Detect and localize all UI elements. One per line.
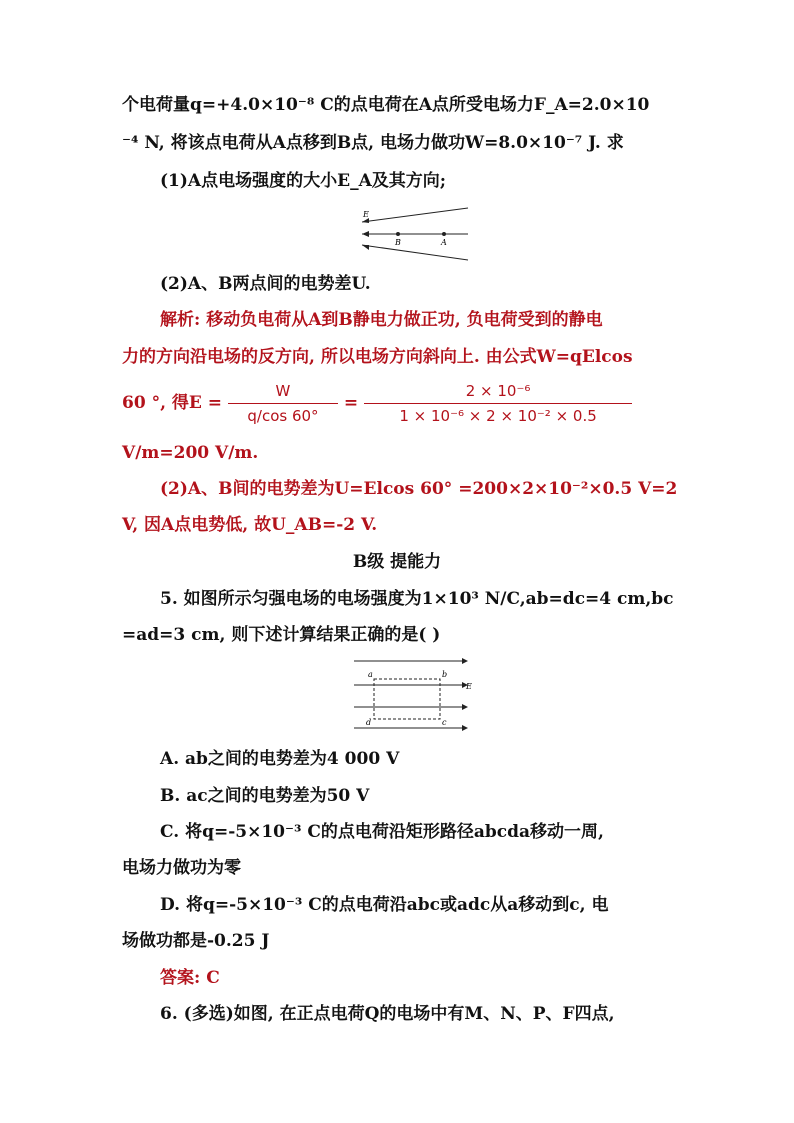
fraction-2-denominator: 1 × 10⁻⁶ × 2 × 10⁻² × 0.5	[399, 407, 597, 425]
analysis-line-5: (2)A、B间的电势差为U=Elcos 60° =200×2×10⁻²×0.5 V=2	[160, 479, 678, 499]
analysis-text-1: : 移动负电荷从A到B静电力做正功, 负电荷受到的静电	[194, 310, 603, 330]
label-c: c	[442, 718, 447, 727]
q5-line-1: 5. 如图所示匀强电场的电场强度为1×10³ N/C,ab=dc=4 cm,bc	[160, 589, 674, 609]
field-diagram-2	[352, 655, 476, 733]
problem-text-line-1: 个电荷量q=+4.0×10⁻⁸ C的点电荷在A点所受电场力F_A=2.0×10	[122, 95, 650, 115]
answer-line	[160, 965, 680, 991]
fraction-1-numerator: W	[228, 381, 338, 404]
analysis-line-2: 力的方向沿电场的反方向, 所以电场方向斜向上. 由公式W=qElcos	[122, 347, 633, 367]
option-c-cont: 电场力做功为零	[122, 858, 241, 878]
option-b: B. ac之间的电势差为50 V	[160, 786, 370, 806]
analysis-line-4: V/m=200 V/m.	[122, 443, 259, 463]
problem-text-line-2: ⁻⁴ N, 将该点电荷从A点移到B点, 电场力做功W=8.0×10⁻⁷ J. 求	[122, 133, 624, 153]
analysis-label: 解析	[160, 310, 194, 330]
option-c: C. 将q=-5×10⁻³ C的点电荷沿矩形路径abcda移动一周,	[160, 822, 604, 842]
answer-label: 答案	[160, 968, 194, 988]
question-2: (2)A、B两点间的电势差U.	[160, 274, 371, 294]
fraction-2	[364, 381, 632, 426]
label-b: b	[442, 670, 448, 679]
formula-prefix: 60 °, 得E =	[122, 393, 223, 413]
q6-line-1: 6. (多选)如图, 在正点电荷Q的电场中有M、N、P、F四点,	[160, 1004, 615, 1024]
label-a: A	[441, 238, 447, 247]
section-heading: B级 提能力	[352, 552, 442, 572]
label-b: B	[395, 238, 401, 247]
fraction-1-denominator: q/cos 60°	[247, 407, 319, 425]
option-d-cont: 场做功都是-0.25 J	[122, 931, 270, 951]
analysis-line-1	[160, 307, 680, 333]
formula-equals: =	[343, 393, 359, 413]
analysis-line-6: V, 因A点电势低, 故U_AB=-2 V.	[122, 515, 378, 535]
option-a: A. ab之间的电势差为4 000 V	[160, 749, 400, 769]
field-diagram-1	[360, 203, 472, 265]
q5-line-2: =ad=3 cm, 则下述计算结果正确的是( )	[122, 625, 441, 645]
label-a: a	[368, 670, 373, 679]
label-e: E	[466, 682, 472, 691]
answer-value: : C	[194, 968, 220, 988]
option-d: D. 将q=-5×10⁻³ C的点电荷沿abc或adc从a移动到c, 电	[160, 895, 609, 915]
fraction-2-numerator: 2 × 10⁻⁶	[364, 381, 632, 404]
analysis-formula-line	[122, 379, 682, 427]
question-1: (1)A点电场强度的大小E_A及其方向;	[160, 171, 447, 191]
label-d: d	[366, 718, 372, 727]
fraction-1	[228, 381, 338, 426]
label-e: E	[363, 210, 369, 219]
